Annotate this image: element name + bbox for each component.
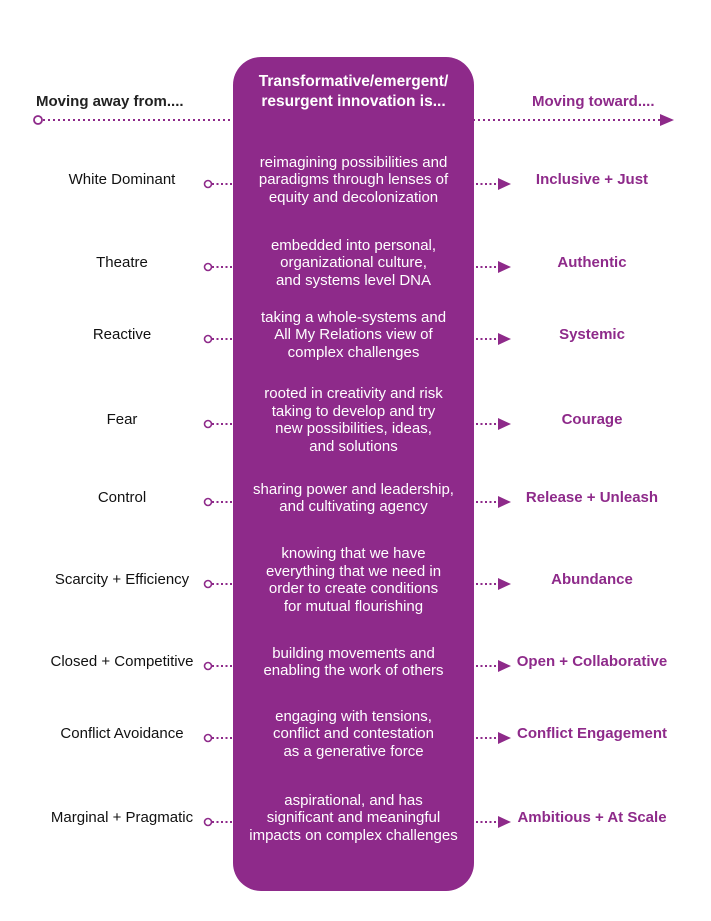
row-from-label: Scarcity + Efficiency	[54, 571, 190, 588]
header-moving-away: Moving away from....	[36, 93, 184, 110]
row-from-label: Control	[97, 489, 147, 506]
top-axis-arrow	[34, 114, 674, 126]
row-to-label: Ambitious + At Scale	[517, 809, 667, 826]
row-from-label: Conflict Avoidance	[60, 725, 184, 742]
axis-arrowhead	[660, 114, 674, 126]
row-center-description: rooted in creativity and risk taking to develop and try new possibilities, ideas, and solutions	[264, 385, 443, 455]
row-center-description: building movements and enabling the work of others	[263, 644, 444, 679]
row-from-label: Theatre	[96, 254, 148, 271]
row-center-description: aspirational, and has significant and meaningful impacts on complex challenges	[249, 791, 458, 844]
row-from-label: White Dominant	[68, 171, 176, 188]
header-center-title: Transformative/emergent/ resurgent innovation is...	[258, 73, 449, 110]
row-from-label: Closed + Competitive	[50, 653, 194, 670]
row-to-label: Inclusive + Just	[535, 171, 649, 188]
axis-start-circle	[34, 116, 42, 124]
row-center-description: sharing power and leadership, and cultivating agency	[253, 480, 454, 515]
row-to-label: Open + Collaborative	[516, 653, 668, 670]
row-center-description: embedded into personal, organizational culture, and systems level DNA	[270, 236, 437, 289]
row-to-label: Courage	[561, 411, 623, 428]
row-to-label: Abundance	[551, 571, 633, 588]
row-center-description: taking a whole-systems and All My Relations view of complex challenges	[260, 308, 447, 361]
row-to-label: Conflict Engagement	[516, 725, 667, 742]
row-center-description: engaging with tensions, conflict and contestation as a generative force	[273, 707, 434, 760]
header-moving-toward: Moving toward....	[532, 93, 655, 110]
row-from-label: Marginal + Pragmatic	[50, 809, 194, 826]
row-to-label: Authentic	[557, 254, 627, 271]
row-to-label: Release + Unleash	[525, 489, 659, 506]
row-center-description: knowing that we have everything that we need in order to create conditions for mutual flourishing	[265, 545, 442, 615]
row-from-label: Reactive	[92, 326, 152, 343]
row-to-label: Systemic	[559, 326, 625, 343]
row-center-description: reimagining possibilities and paradigms through lenses of equity and decolonization	[258, 153, 449, 206]
row-from-label: Fear	[106, 411, 138, 428]
